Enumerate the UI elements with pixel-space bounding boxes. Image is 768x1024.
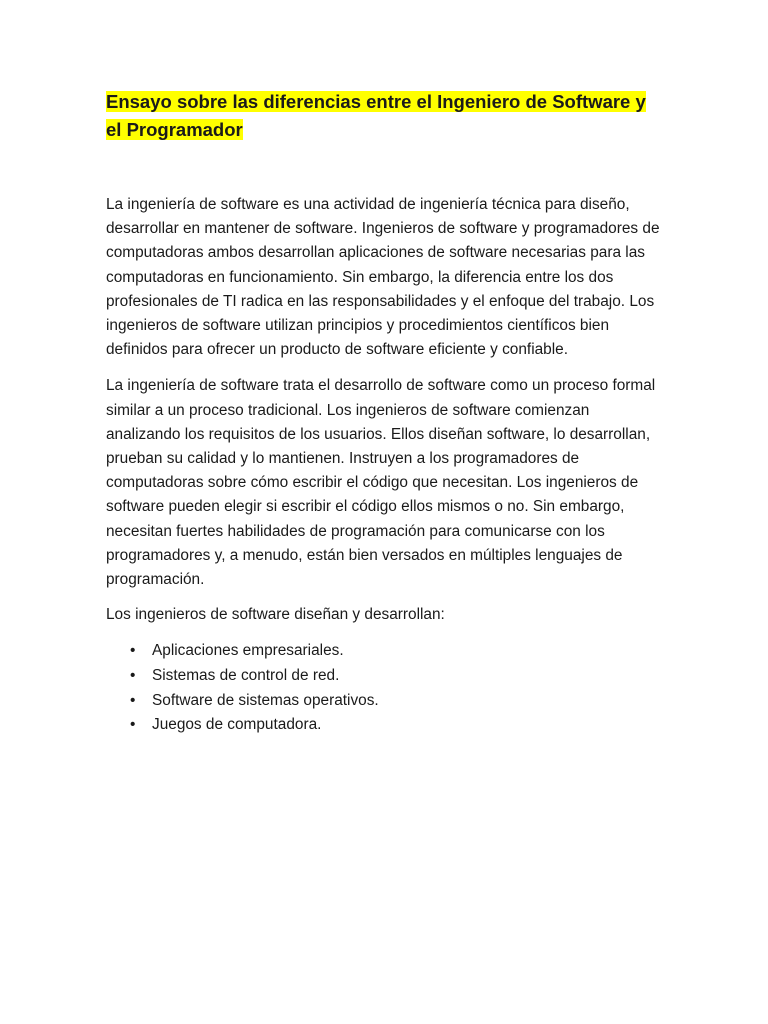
- title-highlight: Ensayo sobre las diferencias entre el Ingeniero de Software y el Programador: [106, 91, 646, 140]
- document-body: [106, 193, 666, 738]
- document-title: [106, 88, 666, 144]
- paragraph-1: La ingeniería de software es una actividad de ingeniería técnica para diseño, desarrollar en mantener de software. Ingenieros de software y programadores de computadoras ambos desarrollan aplicaciones de software necesarias para las computadoras en funcionamiento. Sin embargo, la diferencia entre los dos profesionales de TI radica en las responsabilidades y el enfoque del trabajo. Los ingenieros de software utilizan principios y procedimientos científicos bien definidos para ofrecer un producto de software eficiente y confiable.: [106, 196, 660, 359]
- list-item-text: Software de sistemas operativos.: [152, 691, 379, 709]
- list-item-text: Sistemas de control de red.: [152, 667, 340, 685]
- paragraph-2: La ingeniería de software trata el desarrollo de software como un proceso formal similar a un proceso tradicional. Los ingenieros de software comienzan analizando los requisitos de los usuarios. Ellos diseñan software, lo desarrollan, prueban su calidad y lo mantienen. Instruyen a los programadores de computadoras sobre cómo escribir el código que necesitan. Los ingenieros de software pueden elegir si escribir el código ellos mismos o no. Sin embargo, necesitan fuertes habilidades de programación para comunicarse con los programadores y, a menudo, están bien versados en múltiples lenguajes de programación.: [106, 377, 656, 589]
- bullet-list: [106, 639, 666, 737]
- paragraph-3: Los ingenieros de software diseñan y desarrollan:: [106, 606, 445, 624]
- list-item: [106, 664, 666, 689]
- list-item: [106, 713, 666, 738]
- list-item: [106, 689, 666, 714]
- list-item-text: Juegos de computadora.: [152, 716, 322, 734]
- bullet-icon: •: [130, 642, 136, 660]
- list-item: [106, 639, 666, 664]
- bullet-icon: •: [130, 691, 136, 709]
- list-item-text: Aplicaciones empresariales.: [152, 642, 344, 660]
- bullet-icon: •: [130, 667, 136, 685]
- bullet-icon: •: [130, 716, 136, 734]
